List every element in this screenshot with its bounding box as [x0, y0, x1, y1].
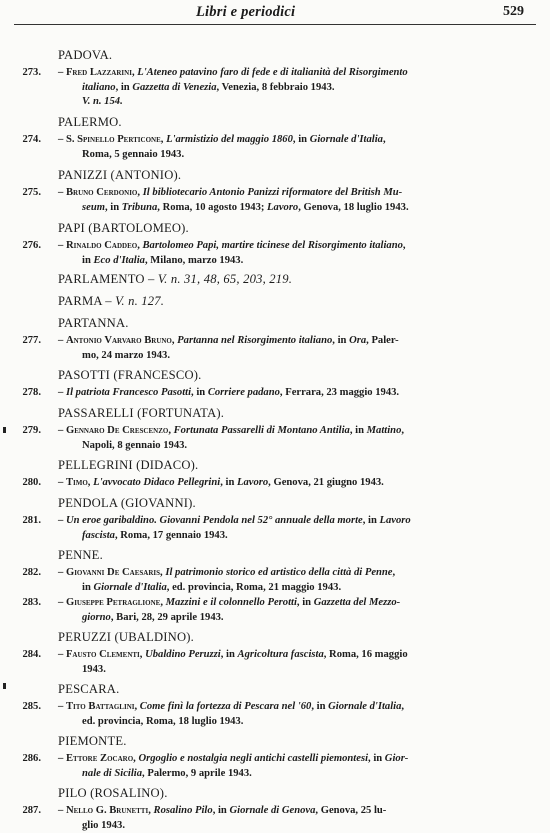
section-heading: PASSARELLI (FORTUNATA).	[58, 406, 225, 420]
entry-number: 280.	[22, 477, 41, 488]
entry-number: 283.	[22, 597, 41, 608]
section-heading: PENNE.	[58, 548, 103, 562]
entry-number: 282.	[22, 567, 41, 578]
entry-number: 281.	[22, 515, 41, 526]
margin-mark	[3, 683, 6, 689]
entry-number: 285.	[22, 701, 41, 712]
section-heading: PILO (ROSALINO).	[58, 786, 168, 800]
entry-number: 278.	[22, 387, 41, 398]
section-heading: PAPI (BARTOLOMEO).	[58, 221, 189, 235]
section-heading: PERUZZI (UBALDINO).	[58, 630, 195, 644]
section-heading: PADOVA.	[58, 48, 113, 62]
section-heading: PARMA – V. n. 127.	[58, 294, 165, 308]
entry-text: – Gennaro De Crescenzo, Fortunata Passarelli di Montano Antilia, in Mattino, Napoli, 8 gennaio 1943.	[58, 425, 405, 451]
entry-number: 287.	[22, 805, 41, 816]
running-title: Libri e periodici	[196, 4, 296, 20]
entry-number: 275.	[22, 187, 41, 198]
entry-text: – Fred Lazzarini, L'Ateneo patavino faro di fede e di italianità del Risorgimento italiano, in Gazzetta di Venezia, Venezia, 8 febbraio 1943. V. n. 154.	[58, 67, 408, 108]
entry-number: 279.	[22, 425, 41, 436]
running-head	[0, 0, 550, 22]
entry-text: – S. Spinello Perticone, L'armistizio del maggio 1860, in Giornale d'Italia, Roma, 5 gennaio 1943.	[58, 134, 386, 160]
section-heading: PIEMONTE.	[58, 734, 127, 748]
entry-text: – Timo, L'avvocato Didaco Pellegrini, in Lavoro, Genova, 21 giugno 1943.	[58, 477, 384, 488]
page-number: 529	[503, 4, 524, 19]
section-heading: PENDOLA (GIOVANNI).	[58, 496, 196, 510]
entry-text: – Rinaldo Caddeo, Bartolomeo Papi, martire ticinese del Risorgimento italiano, in Eco d'Italia, Milano, marzo 1943.	[58, 240, 406, 266]
entry-number: 276.	[22, 240, 41, 251]
entry-number: 273.	[22, 67, 41, 78]
section-heading: PESCARA.	[58, 682, 120, 696]
section-heading: PELLEGRINI (DIDACO).	[58, 458, 199, 472]
entry-number: 274.	[22, 134, 41, 145]
entry-number: 286.	[22, 753, 41, 764]
entry-text: – Tito Battaglini, Come finì la fortezza di Pescara nel '60, in Giornale d'Italia, ed. provincia, Roma, 18 luglio 1943.	[58, 701, 405, 727]
entry-number: 277.	[22, 335, 41, 346]
section-heading: PALERMO.	[58, 115, 122, 129]
section-heading: PASOTTI (FRANCESCO).	[58, 368, 202, 382]
section-heading: PANIZZI (ANTONIO).	[58, 168, 182, 182]
entry-text: – Ettore Zocaro, Orgoglio e nostalgia negli antichi castelli piemontesi, in Gior- nale di Sicilia, Palermo, 9 aprile 1943.	[58, 753, 409, 779]
entry-text: – Giovanni De Caesaris, Il patrimonio storico ed artistico della città di Penne, in Giornale d'Italia, ed. provincia, Roma, 21 maggio 1943.	[58, 567, 396, 593]
entry-text: – Giuseppe Petraglione, Mazzini e il colonnello Perotti, in Gazzetta del Mezzo- giorno, Bari, 28, 29 aprile 1943.	[58, 597, 401, 623]
entry-text: – Fausto Clementi, Ubaldino Peruzzi, in Agricoltura fascista, Roma, 16 maggio 1943.	[58, 649, 408, 675]
entry-text: – Il patriota Francesco Pasotti, in Corriere padano, Ferrara, 23 maggio 1943.	[58, 387, 400, 398]
entry-text: – Nello G. Brunetti, Rosalino Pilo, in Giornale di Genova, Genova, 25 lu- glio 1943.	[58, 805, 387, 831]
header-rule	[14, 24, 536, 25]
entry-text: – Un eroe garibaldino. Giovanni Pendola nel 52° annuale della morte, in Lavoro fascista, Roma, 17 gennaio 1943.	[58, 515, 411, 541]
entry-text: – Antonio Varvaro Bruno, Partanna nel Risorgimento italiano, in Ora, Paler- mo, 24 marzo 1943.	[58, 335, 399, 361]
section-heading: PARLAMENTO – V. n. 31, 48, 65, 203, 219.	[58, 272, 293, 286]
section-heading: PARTANNA.	[58, 316, 129, 330]
margin-mark	[3, 427, 6, 433]
entry-number: 284.	[22, 649, 41, 660]
entry-text: – Bruno Cerdonio, Il bibliotecario Antonio Panizzi riformatore del British Mu- seum, in Tribuna, Roma, 10 agosto 1943; Lavoro, Genova, 18 luglio 1943.	[58, 187, 409, 213]
